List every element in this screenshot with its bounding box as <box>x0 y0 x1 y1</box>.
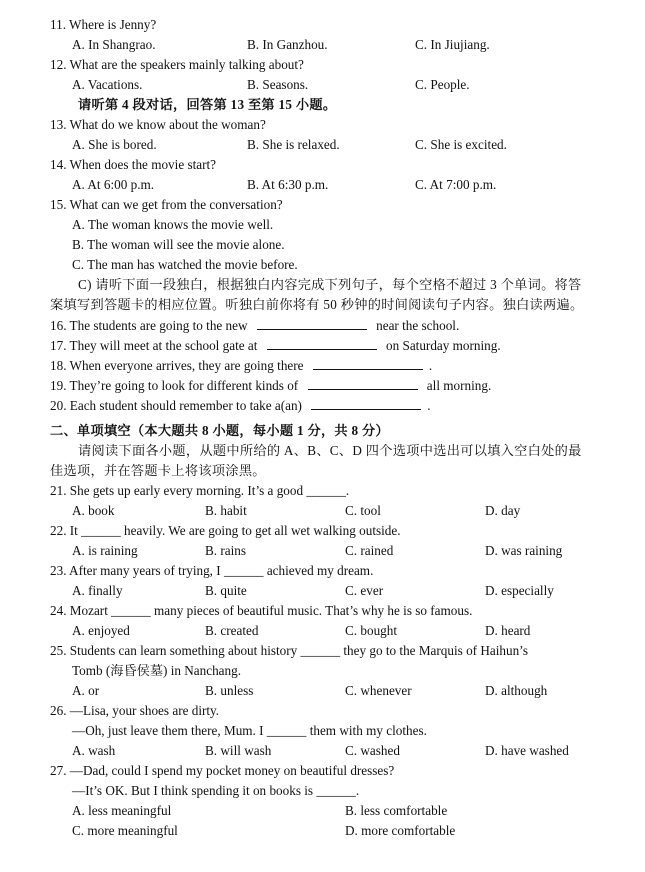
option: B. At 6:30 p.m. <box>247 177 329 192</box>
options-row <box>50 741 610 761</box>
option: A. Vacations. <box>72 77 143 92</box>
option: B. unless <box>205 683 254 698</box>
answer-blank <box>311 395 421 410</box>
option: C. At 7:00 p.m. <box>415 177 497 192</box>
question-text: on Saturday morning. <box>382 338 501 353</box>
option: B. created <box>205 623 259 638</box>
option: A. In Shangrao. <box>72 37 156 52</box>
option: C. bought <box>345 623 398 638</box>
instruction: 佳选项，并在答题卡上将该项涂黑。 <box>50 463 266 478</box>
option: D. more comfortable <box>345 823 456 838</box>
section-title: 二、单项填空（本大题共 8 小题，每小题 1 分，共 8 分） <box>50 423 389 438</box>
option: B. habit <box>205 503 247 518</box>
instruction: 请阅读下面各小题，从题中所给的 A、B、C、D 四个选项中选出可以填入空白处的最 <box>78 443 582 458</box>
question-text: 17. They will meet at the school gate at <box>50 338 261 353</box>
option: C. whenever <box>345 683 412 698</box>
option: C. She is excited. <box>415 137 507 152</box>
option: A. enjoyed <box>72 623 130 638</box>
options-row <box>50 801 610 821</box>
option: C. more meaningful <box>72 823 178 838</box>
fill-blank-question <box>50 395 610 415</box>
option: C. People. <box>415 77 470 92</box>
options-row <box>50 681 610 701</box>
option: D. especially <box>485 583 554 598</box>
option: Tomb (海昏侯墓) in Nanchang. <box>72 663 242 678</box>
question-stem: 11. Where is Jenny? <box>50 17 157 32</box>
question-stem: 26. —Lisa, your shoes are dirty. <box>50 703 220 718</box>
instruction: 案填写到答题卡的相应位置。听独白前你将有 50 秒钟的时间阅读句子内容。独白读两遍。 <box>50 297 584 312</box>
option: A. She is bored. <box>72 137 157 152</box>
option: A. is raining <box>72 543 138 558</box>
option: A. or <box>72 683 100 698</box>
question-stem: 13. What do we know about the woman? <box>50 117 266 132</box>
option: C. The man has watched the movie before. <box>72 257 298 272</box>
options-row <box>50 75 610 95</box>
option: B. Seasons. <box>247 77 309 92</box>
option: C. washed <box>345 743 400 758</box>
question-stem: 12. What are the speakers mainly talking about? <box>50 57 304 72</box>
options-row <box>50 35 610 55</box>
question-text: all morning. <box>423 378 492 393</box>
option: D. was raining <box>485 543 563 558</box>
option: D. although <box>485 683 548 698</box>
option: D. heard <box>485 623 531 638</box>
option: D. have washed <box>485 743 569 758</box>
option: B. less comfortable <box>345 803 448 818</box>
option: A. At 6:00 p.m. <box>72 177 155 192</box>
instruction: C) 请听下面一段独白，根据独白内容完成下列句子，每个空格不超过 3 个单词。将答 <box>78 277 582 292</box>
answer-blank <box>313 355 423 370</box>
question-stem: 15. What can we get from the conversation? <box>50 197 283 212</box>
question-stem: 14. When does the movie start? <box>50 157 217 172</box>
option: B. will wash <box>205 743 272 758</box>
option: A. book <box>72 503 115 518</box>
option: —It’s OK. But I think spending it on books is ______. <box>72 783 360 798</box>
options-row <box>50 175 610 195</box>
question-stem: 21. She gets up early every morning. It’s a good ______. <box>50 483 350 498</box>
options-row <box>50 581 610 601</box>
question-stem: 27. —Dad, could I spend my pocket money on beautiful dresses? <box>50 763 395 778</box>
option: B. quite <box>205 583 247 598</box>
fill-blank-question <box>50 335 610 355</box>
answer-blank <box>257 315 367 330</box>
option: A. The woman knows the movie well. <box>72 217 274 232</box>
question-stem: 25. Students can learn something about history ______ they go to the Marquis of Haihun’s <box>50 643 528 658</box>
option: A. finally <box>72 583 123 598</box>
option: —Oh, just leave them there, Mum. I ______ them with my clothes. <box>72 723 427 738</box>
option: B. The woman will see the movie alone. <box>72 237 285 252</box>
options-row <box>50 541 610 561</box>
question-stem: 22. It ______ heavily. We are going to get all wet walking outside. <box>50 523 401 538</box>
exam-content <box>50 15 610 841</box>
option: B. rains <box>205 543 247 558</box>
options-row <box>50 821 610 841</box>
question-text: near the school. <box>372 318 460 333</box>
fill-blank-question <box>50 375 610 395</box>
question-text: 18. When everyone arrives, they are going there <box>50 358 307 373</box>
question-stem: 24. Mozart ______ many pieces of beautiful music. That’s why he is so famous. <box>50 603 473 618</box>
answer-blank <box>267 335 377 350</box>
instruction: 请听第 4 段对话，回答第 13 至第 15 小题。 <box>78 97 337 112</box>
question-text: . <box>428 358 433 373</box>
option: B. In Ganzhou. <box>247 37 328 52</box>
options-row <box>50 501 610 521</box>
option: C. rained <box>345 543 394 558</box>
question-text: . <box>427 398 431 413</box>
question-text: 16. The students are going to the new <box>50 318 251 333</box>
option: A. wash <box>72 743 116 758</box>
options-row <box>50 621 610 641</box>
options-row <box>50 135 610 155</box>
answer-blank <box>308 375 418 390</box>
option: B. She is relaxed. <box>247 137 340 152</box>
question-text: 19. They’re going to look for different kinds of <box>50 378 302 393</box>
question-stem: 23. After many years of trying, I ______ achieved my dream. <box>50 563 374 578</box>
fill-blank-question <box>50 315 610 335</box>
option: C. In Jiujiang. <box>415 37 490 52</box>
option: D. day <box>485 503 521 518</box>
option: C. tool <box>345 503 381 518</box>
option: A. less meaningful <box>72 803 172 818</box>
option: C. ever <box>345 583 384 598</box>
fill-blank-question <box>50 355 610 375</box>
question-text: 20. Each student should remember to take a(an) <box>50 398 306 413</box>
